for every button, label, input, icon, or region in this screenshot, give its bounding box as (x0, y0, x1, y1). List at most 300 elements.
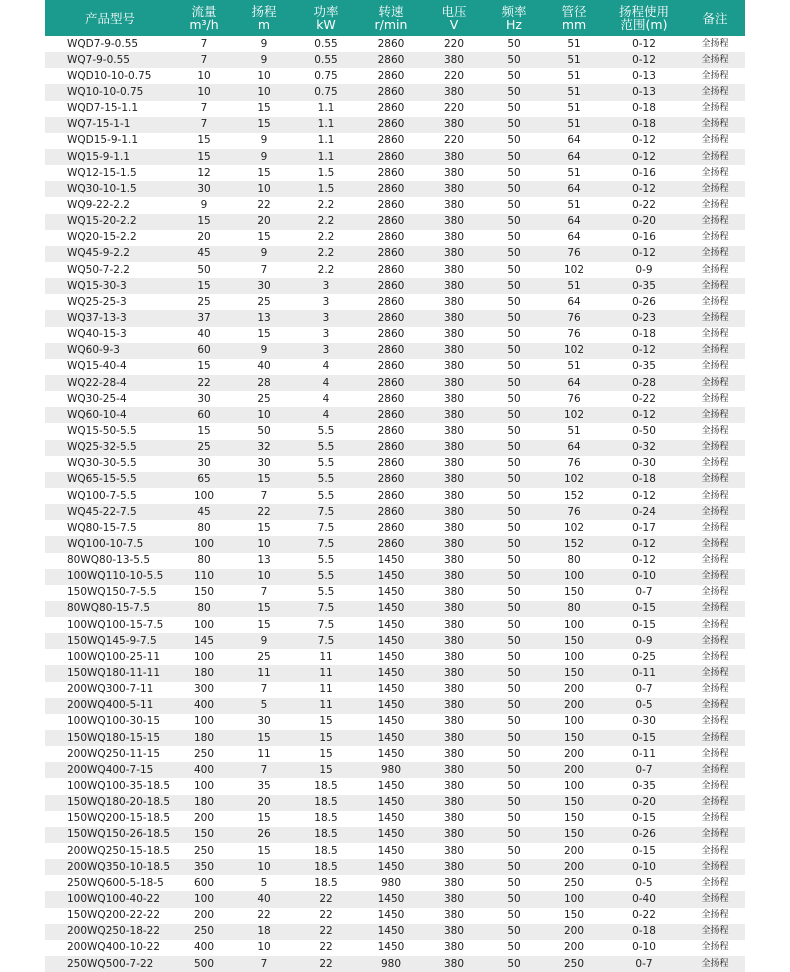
table-row (45, 375, 745, 391)
cell-remark: 全扬程 (701, 587, 729, 598)
cell-power: 3 (322, 295, 330, 308)
cell-frequency: 50 (507, 311, 521, 324)
cell-head-range: 0-17 (632, 521, 656, 534)
header-frequency (483, 0, 545, 36)
header-unit: mm (561, 17, 587, 32)
cell-power: 0.75 (314, 85, 338, 98)
cell-speed: 2860 (377, 457, 405, 470)
cell-remark: 全扬程 (701, 506, 729, 517)
cell-remark: 全扬程 (701, 216, 729, 227)
cell-pipe-diameter: 200 (563, 683, 585, 696)
table-row (45, 827, 745, 843)
header-label: 功率 (313, 4, 339, 19)
cell-frequency: 50 (507, 634, 521, 647)
table-row (45, 601, 745, 617)
cell-head-range: 0-18 (632, 102, 656, 115)
cell-frequency: 50 (507, 489, 521, 502)
cell-flow: 180 (193, 667, 215, 680)
cell-frequency: 50 (507, 844, 521, 857)
cell-voltage: 380 (443, 909, 465, 922)
table-row (45, 665, 745, 681)
cell-speed: 2860 (377, 134, 405, 147)
cell-frequency: 50 (507, 796, 521, 809)
cell-head: 5 (260, 699, 268, 712)
cell-voltage: 380 (443, 780, 465, 793)
cell-head-range: 0-9 (635, 634, 653, 647)
cell-voltage: 380 (443, 957, 465, 970)
cell-model: 200WQ400-5-11 (67, 699, 154, 712)
cell-remark: 全扬程 (701, 555, 729, 566)
cell-power: 1.1 (317, 150, 335, 163)
cell-frequency: 50 (507, 37, 521, 50)
table-row (45, 294, 745, 310)
table-row (45, 682, 745, 698)
cell-model: 200WQ400-7-15 (67, 763, 154, 776)
cell-remark: 全扬程 (701, 764, 729, 775)
cell-voltage: 380 (443, 876, 465, 889)
cell-head-range: 0-24 (632, 505, 656, 518)
cell-frequency: 50 (507, 376, 521, 389)
cell-frequency: 50 (507, 602, 521, 615)
cell-flow: 180 (193, 796, 215, 809)
cell-flow: 80 (197, 602, 211, 615)
table-row (45, 730, 745, 746)
cell-head: 11 (257, 747, 271, 760)
cell-power: 11 (319, 683, 333, 696)
cell-remark: 全扬程 (701, 86, 729, 97)
cell-head-range: 0-18 (632, 328, 656, 341)
table-body (45, 36, 745, 972)
cell-model: WQ60-10-4 (67, 408, 127, 421)
cell-frequency: 50 (507, 554, 521, 567)
cell-power: 15 (319, 731, 333, 744)
cell-pipe-diameter: 80 (567, 554, 581, 567)
table-row (45, 310, 745, 326)
cell-voltage: 380 (443, 731, 465, 744)
cell-remark: 全扬程 (701, 135, 729, 146)
cell-speed: 2860 (377, 215, 405, 228)
cell-speed: 1450 (377, 554, 405, 567)
cell-pipe-diameter: 100 (563, 715, 585, 728)
cell-speed: 2860 (377, 37, 405, 50)
cell-model: 200WQ250-18-22 (67, 925, 161, 938)
cell-power: 18.5 (314, 796, 338, 809)
cell-head-range: 0-11 (632, 747, 656, 760)
cell-model: WQ50-7-2.2 (67, 263, 130, 276)
cell-model: 200WQ250-11-15 (67, 747, 161, 760)
header-label: 扬程使用 (618, 4, 669, 19)
cell-voltage: 380 (443, 747, 465, 760)
cell-model: WQ25-25-3 (67, 295, 127, 308)
cell-power: 2.2 (317, 215, 335, 228)
cell-power: 5.5 (317, 473, 335, 486)
cell-head-range: 0-18 (632, 118, 656, 131)
cell-remark: 全扬程 (701, 38, 729, 49)
cell-flow: 7 (200, 118, 208, 131)
cell-speed: 1450 (377, 780, 405, 793)
cell-power: 11 (319, 667, 333, 680)
cell-remark: 全扬程 (701, 280, 729, 291)
cell-power: 7.5 (317, 634, 335, 647)
cell-head: 22 (257, 198, 271, 211)
cell-power: 4 (322, 392, 330, 405)
cell-remark: 全扬程 (701, 490, 729, 501)
header-remark (685, 0, 745, 36)
cell-speed: 2860 (377, 69, 405, 82)
cell-frequency: 50 (507, 586, 521, 599)
cell-voltage: 380 (443, 860, 465, 873)
cell-flow: 20 (197, 231, 211, 244)
cell-head-range: 0-15 (632, 602, 656, 615)
cell-head: 5 (260, 876, 268, 889)
header-pipe-diameter (545, 0, 603, 36)
cell-head-range: 0-32 (632, 441, 656, 454)
cell-head: 18 (257, 925, 271, 938)
cell-head: 28 (257, 376, 271, 389)
cell-flow: 250 (193, 925, 215, 938)
cell-model: 150WQ150-26-18.5 (67, 828, 171, 841)
header-unit: m³/h (189, 17, 219, 32)
cell-model: WQ40-15-3 (67, 328, 127, 341)
cell-voltage: 380 (443, 457, 465, 470)
cell-frequency: 50 (507, 893, 521, 906)
table-row (45, 440, 745, 456)
cell-head: 32 (257, 441, 271, 454)
cell-pipe-diameter: 102 (563, 263, 585, 276)
cell-speed: 1450 (377, 586, 405, 599)
cell-flow: 30 (197, 457, 211, 470)
cell-head-range: 0-12 (632, 554, 656, 567)
cell-model: 150WQ180-20-18.5 (67, 796, 171, 809)
cell-model: 150WQ180-15-15 (67, 731, 161, 744)
cell-flow: 9 (200, 198, 208, 211)
cell-frequency: 50 (507, 102, 521, 115)
cell-head: 15 (257, 844, 271, 857)
cell-head: 15 (257, 328, 271, 341)
cell-model: WQ15-20-2.2 (67, 215, 137, 228)
cell-model: WQD10-10-0.75 (67, 69, 152, 82)
table-row (45, 488, 745, 504)
cell-model: WQ30-30-5.5 (67, 457, 137, 470)
cell-speed: 2860 (377, 473, 405, 486)
cell-model: 100WQ100-15-7.5 (67, 618, 164, 631)
cell-head: 13 (257, 554, 271, 567)
pump-spec-table (45, 0, 745, 972)
cell-remark: 全扬程 (701, 603, 729, 614)
cell-power: 2.2 (317, 263, 335, 276)
cell-remark: 全扬程 (701, 296, 729, 307)
table-row (45, 908, 745, 924)
header-unit: r/min (374, 17, 408, 32)
cell-model: WQ60-9-3 (67, 344, 120, 357)
cell-head: 15 (257, 118, 271, 131)
cell-remark: 全扬程 (701, 264, 729, 275)
cell-head: 9 (260, 37, 268, 50)
cell-head: 10 (257, 860, 271, 873)
cell-head: 30 (257, 715, 271, 728)
cell-frequency: 50 (507, 699, 521, 712)
cell-flow: 100 (193, 780, 215, 793)
cell-speed: 2860 (377, 537, 405, 550)
cell-voltage: 380 (443, 182, 465, 195)
cell-head-range: 0-30 (632, 457, 656, 470)
cell-flow: 7 (200, 102, 208, 115)
cell-head: 15 (257, 521, 271, 534)
cell-head: 15 (257, 618, 271, 631)
cell-power: 5.5 (317, 586, 335, 599)
cell-speed: 2860 (377, 376, 405, 389)
cell-power: 1.1 (317, 102, 335, 115)
cell-model: WQ20-15-2.2 (67, 231, 137, 244)
cell-remark: 全扬程 (701, 894, 729, 905)
cell-frequency: 50 (507, 537, 521, 550)
cell-head: 15 (257, 166, 271, 179)
cell-remark: 全扬程 (701, 926, 729, 937)
cell-remark: 全扬程 (701, 619, 729, 630)
cell-flow: 22 (197, 376, 211, 389)
cell-remark: 全扬程 (701, 425, 729, 436)
cell-flow: 300 (193, 683, 215, 696)
cell-flow: 60 (197, 344, 211, 357)
header-label: 电压 (441, 4, 467, 19)
cell-pipe-diameter: 200 (563, 844, 585, 857)
cell-frequency: 50 (507, 182, 521, 195)
table-row (45, 569, 745, 585)
cell-voltage: 380 (443, 198, 465, 211)
header-label: 产品型号 (84, 10, 135, 26)
cell-voltage: 380 (443, 118, 465, 131)
cell-head-range: 0-35 (632, 780, 656, 793)
cell-frequency: 50 (507, 957, 521, 970)
cell-flow: 200 (193, 812, 215, 825)
table-row (45, 197, 745, 213)
cell-head: 9 (260, 150, 268, 163)
cell-head-range: 0-25 (632, 650, 656, 663)
table-row (45, 165, 745, 181)
cell-remark: 全扬程 (701, 910, 729, 921)
cell-flow: 25 (197, 295, 211, 308)
cell-voltage: 380 (443, 828, 465, 841)
cell-power: 22 (319, 909, 333, 922)
cell-head-range: 0-7 (635, 957, 653, 970)
cell-power: 5.5 (317, 424, 335, 437)
table-row (45, 875, 745, 891)
cell-pipe-diameter: 80 (567, 602, 581, 615)
cell-remark: 全扬程 (701, 409, 729, 420)
cell-flow: 400 (193, 699, 215, 712)
cell-head-range: 0-12 (632, 247, 656, 260)
cell-pipe-diameter: 64 (567, 182, 581, 195)
table-row (45, 456, 745, 472)
cell-voltage: 380 (443, 344, 465, 357)
cell-head-range: 0-11 (632, 667, 656, 680)
cell-frequency: 50 (507, 780, 521, 793)
cell-frequency: 50 (507, 134, 521, 147)
cell-head-range: 0-35 (632, 360, 656, 373)
cell-head-range: 0-20 (632, 215, 656, 228)
cell-head: 15 (257, 102, 271, 115)
cell-pipe-diameter: 76 (567, 457, 581, 470)
cell-head-range: 0-12 (632, 408, 656, 421)
cell-frequency: 50 (507, 150, 521, 163)
cell-remark: 全扬程 (701, 377, 729, 388)
cell-power: 5.5 (317, 570, 335, 583)
cell-model: WQ37-13-3 (67, 311, 127, 324)
cell-frequency: 50 (507, 731, 521, 744)
cell-model: WQD7-9-0.55 (67, 37, 139, 50)
cell-head-range: 0-13 (632, 69, 656, 82)
cell-head: 10 (257, 941, 271, 954)
cell-model: WQ15-9-1.1 (67, 150, 130, 163)
header-power (295, 0, 357, 36)
cell-pipe-diameter: 102 (563, 344, 585, 357)
cell-voltage: 380 (443, 505, 465, 518)
cell-head: 11 (257, 667, 271, 680)
cell-speed: 1450 (377, 747, 405, 760)
cell-voltage: 380 (443, 408, 465, 421)
cell-pipe-diameter: 100 (563, 780, 585, 793)
cell-power: 1.1 (317, 134, 335, 147)
cell-remark: 全扬程 (701, 781, 729, 792)
header-label: 扬程 (251, 4, 277, 19)
cell-head: 9 (260, 53, 268, 66)
cell-voltage: 380 (443, 215, 465, 228)
cell-frequency: 50 (507, 876, 521, 889)
cell-model: 100WQ100-40-22 (67, 893, 161, 906)
cell-model: WQ80-15-7.5 (67, 521, 137, 534)
table-row (45, 891, 745, 907)
cell-frequency: 50 (507, 279, 521, 292)
cell-head-range: 0-15 (632, 844, 656, 857)
spec-table-container (45, 0, 745, 972)
cell-pipe-diameter: 150 (563, 909, 585, 922)
table-row (45, 714, 745, 730)
cell-voltage: 380 (443, 844, 465, 857)
table-row (45, 520, 745, 536)
cell-pipe-diameter: 102 (563, 521, 585, 534)
cell-head-range: 0-7 (635, 683, 653, 696)
cell-speed: 980 (380, 876, 402, 889)
cell-flow: 150 (193, 828, 215, 841)
cell-pipe-diameter: 76 (567, 505, 581, 518)
cell-head-range: 0-5 (635, 876, 653, 889)
cell-power: 7.5 (317, 537, 335, 550)
cell-speed: 1450 (377, 828, 405, 841)
cell-remark: 全扬程 (701, 199, 729, 210)
cell-head: 9 (260, 344, 268, 357)
table-row (45, 359, 745, 375)
cell-model: 150WQ200-15-18.5 (67, 812, 171, 825)
cell-voltage: 380 (443, 328, 465, 341)
table-row (45, 391, 745, 407)
table-row (45, 214, 745, 230)
cell-frequency: 50 (507, 667, 521, 680)
cell-speed: 2860 (377, 521, 405, 534)
cell-frequency: 50 (507, 198, 521, 211)
cell-flow: 150 (193, 586, 215, 599)
cell-remark: 全扬程 (701, 361, 729, 372)
cell-power: 5.5 (317, 489, 335, 502)
cell-head: 7 (260, 489, 268, 502)
cell-power: 1.5 (317, 182, 335, 195)
cell-voltage: 380 (443, 602, 465, 615)
table-row (45, 811, 745, 827)
table-row (45, 117, 745, 133)
cell-power: 5.5 (317, 554, 335, 567)
cell-remark: 全扬程 (701, 70, 729, 81)
cell-model: WQ12-15-1.5 (67, 166, 137, 179)
cell-voltage: 220 (443, 37, 465, 50)
cell-head-range: 0-26 (632, 828, 656, 841)
cell-remark: 全扬程 (701, 458, 729, 469)
cell-head: 7 (260, 763, 268, 776)
cell-voltage: 380 (443, 263, 465, 276)
cell-voltage: 380 (443, 85, 465, 98)
cell-pipe-diameter: 250 (563, 957, 585, 970)
cell-head-range: 0-5 (635, 699, 653, 712)
cell-model: 100WQ100-35-18.5 (67, 780, 171, 793)
cell-head: 7 (260, 683, 268, 696)
cell-head: 30 (257, 457, 271, 470)
cell-speed: 1450 (377, 634, 405, 647)
cell-voltage: 380 (443, 424, 465, 437)
cell-voltage: 380 (443, 796, 465, 809)
cell-speed: 1450 (377, 650, 405, 663)
cell-remark: 全扬程 (701, 183, 729, 194)
cell-head-range: 0-22 (632, 198, 656, 211)
cell-speed: 2860 (377, 247, 405, 260)
cell-power: 18.5 (314, 828, 338, 841)
cell-pipe-diameter: 51 (567, 424, 581, 437)
cell-speed: 1450 (377, 893, 405, 906)
cell-model: WQD7-15-1.1 (67, 102, 139, 115)
cell-speed: 1450 (377, 683, 405, 696)
cell-speed: 1450 (377, 699, 405, 712)
cell-pipe-diameter: 152 (563, 537, 585, 550)
table-row (45, 649, 745, 665)
cell-frequency: 50 (507, 263, 521, 276)
cell-power: 3 (322, 344, 330, 357)
cell-pipe-diameter: 64 (567, 150, 581, 163)
cell-frequency: 50 (507, 392, 521, 405)
cell-frequency: 50 (507, 215, 521, 228)
cell-frequency: 50 (507, 505, 521, 518)
cell-head: 50 (257, 424, 271, 437)
cell-pipe-diameter: 200 (563, 925, 585, 938)
cell-speed: 1450 (377, 796, 405, 809)
cell-head-range: 0-23 (632, 311, 656, 324)
cell-voltage: 380 (443, 473, 465, 486)
cell-flow: 15 (197, 215, 211, 228)
cell-remark: 全扬程 (701, 861, 729, 872)
cell-pipe-diameter: 51 (567, 69, 581, 82)
cell-voltage: 380 (443, 150, 465, 163)
cell-frequency: 50 (507, 53, 521, 66)
table-row (45, 859, 745, 875)
cell-frequency: 50 (507, 69, 521, 82)
cell-head: 7 (260, 957, 268, 970)
cell-speed: 2860 (377, 263, 405, 276)
table-row (45, 553, 745, 569)
cell-pipe-diameter: 51 (567, 37, 581, 50)
cell-power: 18.5 (314, 780, 338, 793)
cell-head-range: 0-26 (632, 295, 656, 308)
cell-speed: 2860 (377, 102, 405, 115)
cell-power: 22 (319, 893, 333, 906)
cell-head: 25 (257, 650, 271, 663)
cell-speed: 1450 (377, 812, 405, 825)
header-model (45, 0, 175, 36)
